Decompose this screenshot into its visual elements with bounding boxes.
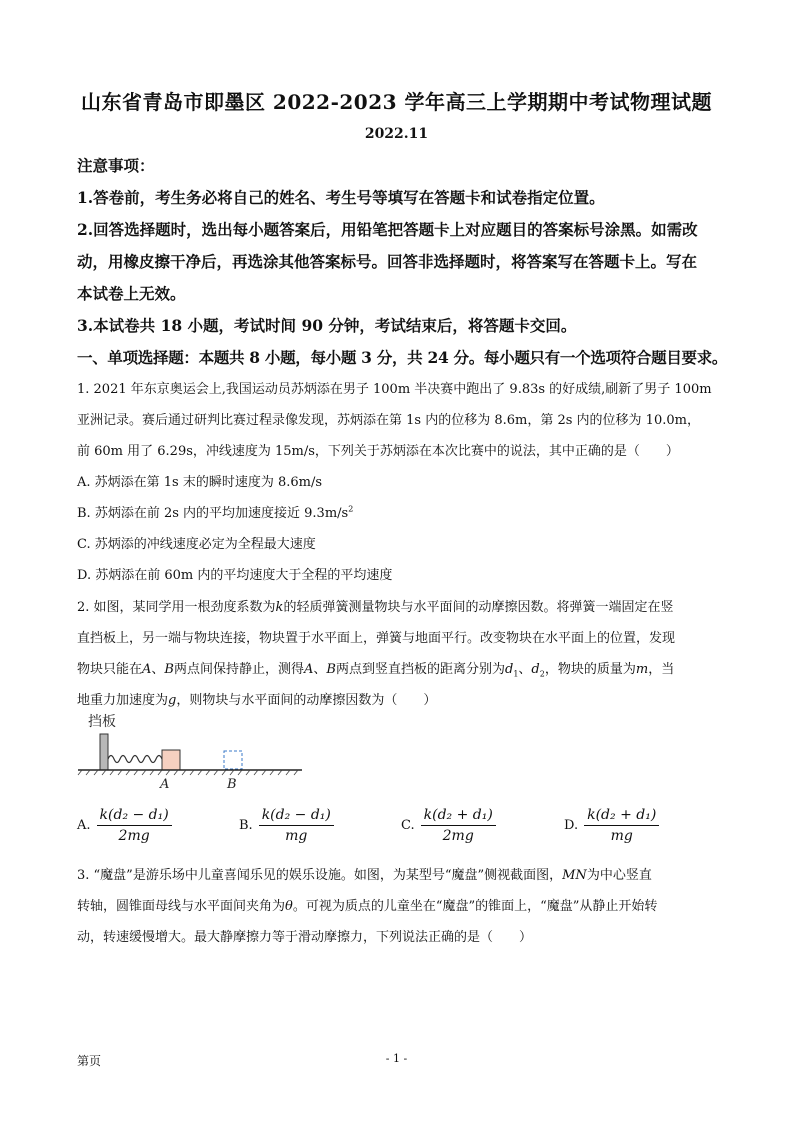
block-at-a xyxy=(162,750,180,770)
q1-stem-line-3: 前 60m 用了 6.29s，冲线速度为 15m/s，下列关于苏炳添在本次比赛中的说法，其中正确的是（ ） xyxy=(77,444,679,459)
spring-coil xyxy=(108,756,162,763)
q1-option-d: D. 苏炳添在前 60m 内的平均速度大于全程的平均速度 xyxy=(77,568,393,583)
q2-option-b: B. $\frac{\text{k(d₂ − d₁)}}{mg}$ xyxy=(239,800,334,850)
notice-item-2-line-1: 2.回答选择题时，选出每小题答案后，用铅笔把答题卡上对应题目的答案标号涂黑。如需改 xyxy=(77,220,698,239)
q2-stem-line-4: 地重力加速度为g，则物块与水平面间的动摩擦因数为（ ） xyxy=(77,693,437,708)
q2-stem-line-1: 2. 如图，某同学用一根劲度系数为k的轻质弹簧测量物块与水平面间的动摩擦因数。将弹簧一端固定在竖 xyxy=(77,600,674,615)
exam-date: 2022.11 xyxy=(364,126,429,142)
block-position-b xyxy=(224,751,242,769)
q1-option-c: C. 苏炳添的冲线速度必定为全程最大速度 xyxy=(77,537,316,552)
spring-block-diagram xyxy=(76,712,306,794)
q1-option-b: B. 苏炳添在前 2s 内的平均加速度接近 $9.3m/s^2$ xyxy=(77,504,354,521)
q3-stem-line-2: 转轴，圆锥面母线与水平面间夹角为θ。可视为质点的儿童坐在“魔盘”的锥面上，“魔盘”从静止开始转 xyxy=(77,899,658,914)
q1-option-a: A. 苏炳添在第 1s 末的瞬时速度为 8.6m/s xyxy=(77,475,323,490)
notice-item-1: 1.答卷前，考生务必将自己的姓名、考生号等填写在答题卡和试卷指定位置。 xyxy=(77,188,605,207)
point-b-label: B xyxy=(227,777,237,792)
q2-option-a: A. $\frac{\text{k(d₂ − d₁)}}{2mg}$ xyxy=(77,800,172,850)
footer-label: 第页 xyxy=(77,1054,102,1068)
q2-option-c: C. $\frac{\text{k(d₂ + d₁)}}{2mg}$ xyxy=(401,800,496,850)
notice-item-3: 3.本试卷共 18 小题，考试时间 90 分钟，考试结束后，将答题卡交回。 xyxy=(77,316,577,335)
section-1-heading: 一、单项选择题：本题共 8 小题，每小题 3 分，共 24 分。每小题只有一个选项符合题目要求。 xyxy=(77,348,728,367)
q3-stem-line-1: 3. “魔盘”是游乐场中儿童喜闻乐见的娱乐设施。如图，为某型号“魔盘”侧视截面图，MN为中心竖直 xyxy=(77,868,652,883)
page-number: - 1 - xyxy=(385,1052,408,1065)
notice-item-2-line-3: 本试卷上无效。 xyxy=(77,284,186,303)
notice-heading: 注意事项： xyxy=(77,156,155,175)
q2-stem-line-3: 物块只能在A、B两点间保持静止，测得A、B两点到竖直挡板的距离分别为$d_1$、$d_2$，物块的质量为m，当 xyxy=(77,662,675,679)
q2-option-d: D. $\frac{\text{k(d₂ + d₁)}}{mg}$ xyxy=(564,800,659,850)
notice-item-2-line-2: 动，用橡皮擦干净后，再选涂其他答案标号。回答非选择题时，将答案写在答题卡上。写在 xyxy=(77,252,698,271)
q2-stem-line-2: 直挡板上，另一端与物块连接，物块置于水平面上，弹簧与地面平行。改变物块在水平面上的位置，发现 xyxy=(77,631,676,646)
page-title: 山东省青岛市即墨区 2022-2023 学年高三上学期期中考试物理试题 xyxy=(80,90,713,114)
baffle-plate xyxy=(100,734,108,770)
point-a-label: A xyxy=(160,777,170,792)
q1-stem-line-2: 亚洲记录。赛后通过研判比赛过程录像发现，苏炳添在第 1s 内的位移为 8.6m，第 2s 内的位移为 10.0m， xyxy=(77,413,700,428)
baffle-label: 挡板 xyxy=(88,714,116,730)
q3-stem-line-3: 动，转速缓慢增大。最大静摩擦力等于滑动摩擦力，下列说法正确的是（ ） xyxy=(77,930,533,945)
q1-stem-line-1: 1. 2021 年东京奥运会上,我国运动员苏炳添在男子 100m 半决赛中跑出了 9.83s 的好成绩,刷新了男子 100m xyxy=(77,382,712,397)
ground-hatching xyxy=(78,770,298,775)
